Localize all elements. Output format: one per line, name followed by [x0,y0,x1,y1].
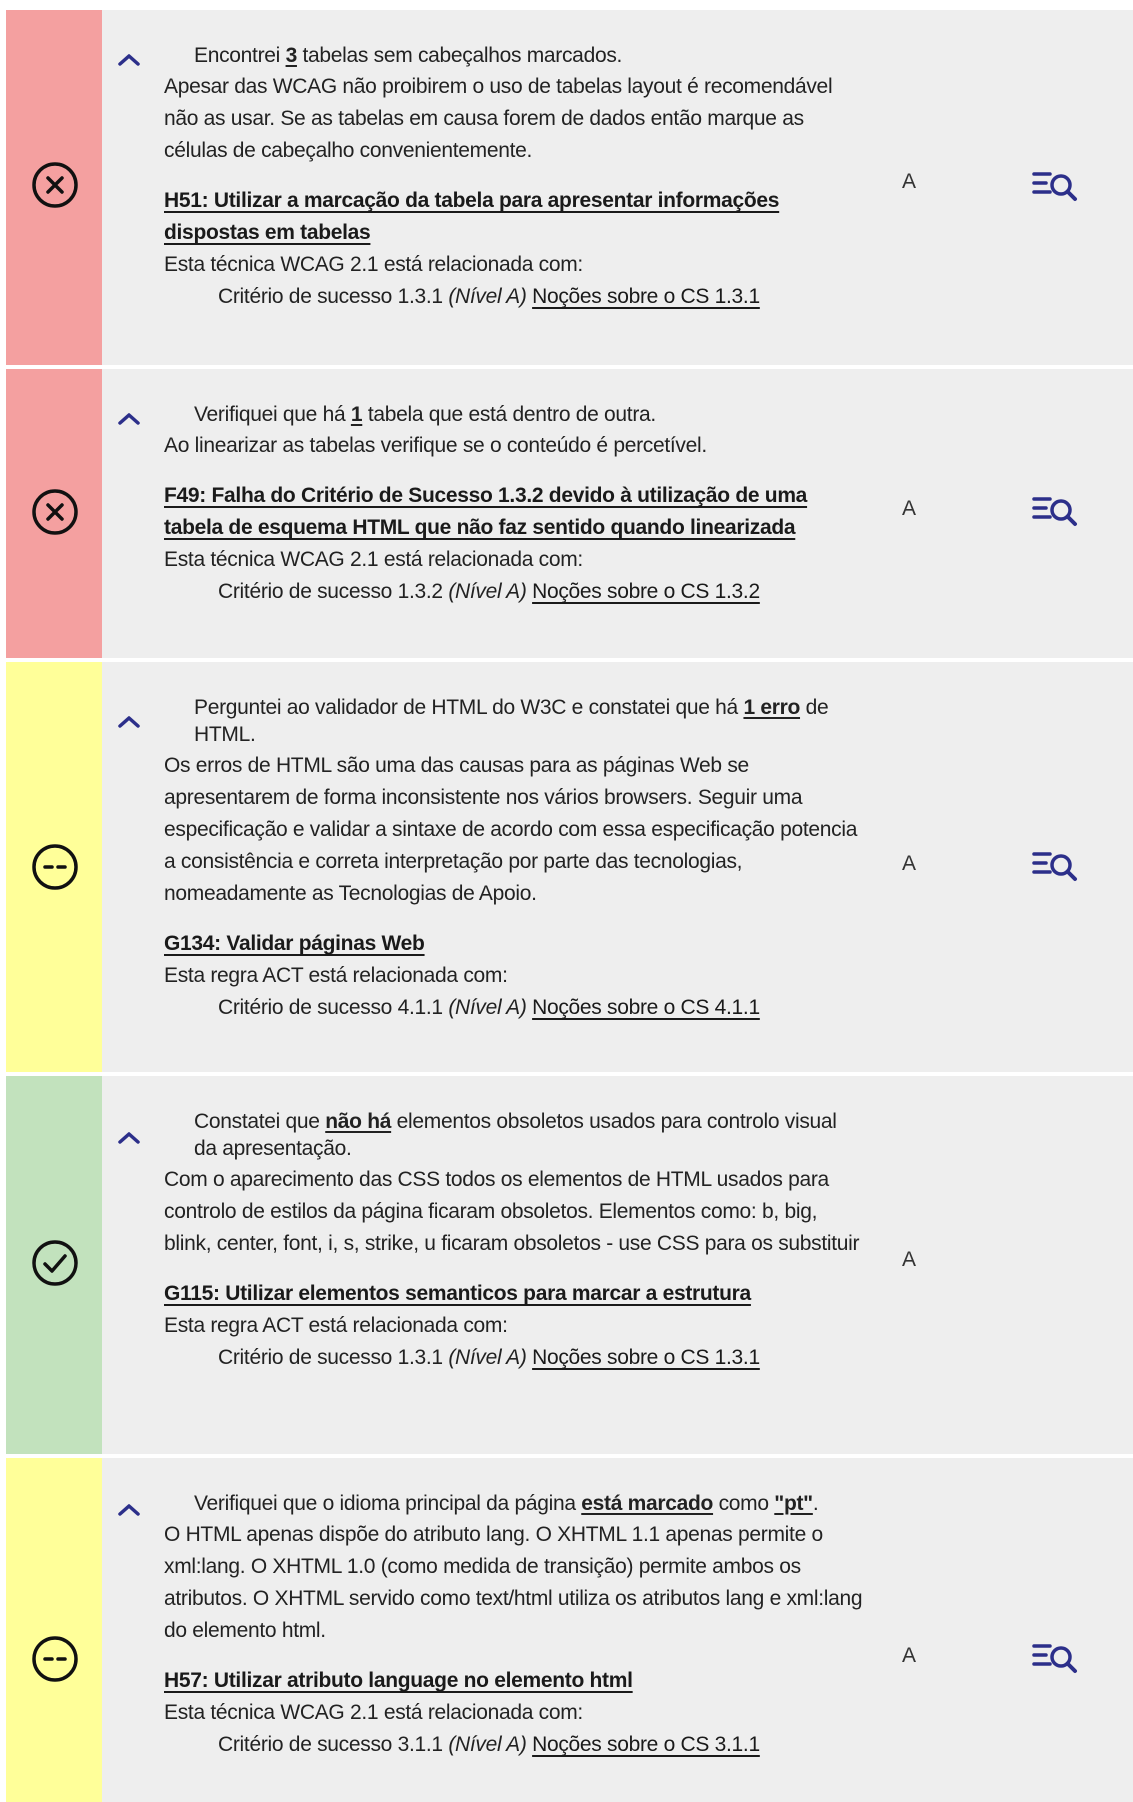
details-search-icon[interactable] [1032,170,1080,204]
result-card [6,369,1133,658]
language-code: "pt" [774,1492,813,1515]
success-criterion: Critério de sucesso 3.1.1 (Nível A) Noções sobre o CS 3.1.1 [218,1733,760,1756]
result-count: 1 erro [743,696,801,719]
success-criterion: Critério de sucesso 1.3.1 (Nível A) Noções sobre o CS 1.3.1 [218,285,760,308]
result-summary: Encontrei 3 tabelas sem cabeçalhos marcados. [194,44,623,67]
result-card [6,1076,1133,1454]
x-circle-icon [30,160,80,210]
conformance-level: A [902,1644,917,1667]
result-description: Os erros de HTML são uma das causas para as páginas Web se apresentarem de forma inconsistente nos vários browsers. Seguir uma especificação e validar a sintaxe de acordo com essa especificação potencia a consistência e correta interpretação por parte das tecnologias, nomeadamente as Tecnologias de Apoio. [164,754,858,905]
related-label: Esta técnica WCAG 2.1 está relacionada com: [164,1701,583,1724]
criterion-link[interactable]: Noções sobre o CS 1.3.1 [532,285,760,308]
related-label: Esta técnica WCAG 2.1 está relacionada com: [164,253,583,276]
result-card [6,10,1133,365]
x-circle-icon [30,487,80,537]
success-criterion: Critério de sucesso 1.3.2 (Nível A) Noções sobre o CS 1.3.2 [218,580,760,603]
chevron-up-icon[interactable] [116,1128,142,1146]
result-description: Ao linearizar as tabelas verifique se o conteúdo é percetível. [164,434,707,457]
technique-link[interactable]: F49: Falha do Critério de Sucesso 1.3.2 devido à utilização de uma tabela de esquema HTML que não faz sentido quando linearizada [164,484,808,539]
result-content [164,1108,864,1374]
details-search-icon[interactable] [1032,850,1080,884]
check-circle-icon [30,1238,80,1288]
result-description: O HTML apenas dispõe do atributo lang. O XHTML 1.1 apenas permite o xml:lang. O XHTML 1.0 (como medida de transição) permite ambos os atributos. O XHTML servido como text/html utiliza os atributos lang e xml:lang do elemento html. [164,1523,863,1642]
criterion-link[interactable]: Noções sobre o CS 1.3.1 [532,1346,760,1369]
result-card [6,662,1133,1072]
result-card [6,1458,1133,1802]
chevron-up-icon[interactable] [116,50,142,68]
result-count: 3 [285,44,297,67]
related-label: Esta técnica WCAG 2.1 está relacionada com: [164,548,583,571]
result-count: 1 [350,403,363,426]
success-criterion: Critério de sucesso 1.3.1 (Nível A) Noções sobre o CS 1.3.1 [218,1346,760,1369]
result-summary: Verifiquei que o idioma principal da página está marcado como "pt". [194,1492,819,1515]
technique-link[interactable]: H57: Utilizar atributo language no elemento html [164,1669,633,1692]
technique-link[interactable]: G115: Utilizar elementos semanticos para marcar a estrutura [164,1282,751,1305]
result-summary: Perguntei ao validador de HTML do W3C e constatei que há 1 erro de HTML. [194,696,829,746]
dash-circle-icon [30,842,80,892]
criterion-link[interactable]: Noções sobre o CS 3.1.1 [532,1733,760,1756]
chevron-up-icon[interactable] [116,1500,142,1518]
result-summary: Verifiquei que há 1 tabela que está dentro de outra. [194,403,656,426]
technique-link[interactable]: G134: Validar páginas Web [164,932,425,955]
details-search-icon[interactable] [1032,495,1080,529]
conformance-level: A [902,1248,917,1271]
related-label: Esta regra ACT está relacionada com: [164,1314,508,1337]
result-content [164,1490,864,1761]
language-status: está marcado [581,1492,714,1515]
success-criterion: Critério de sucesso 4.1.1 (Nível A) Noções sobre o CS 4.1.1 [218,996,760,1019]
result-content [164,42,864,313]
related-label: Esta regra ACT está relacionada com: [164,964,508,987]
result-content [164,694,864,1024]
conformance-level: A [902,170,917,193]
chevron-up-icon[interactable] [116,409,142,427]
criterion-link[interactable]: Noções sobre o CS 1.3.2 [532,580,760,603]
chevron-up-icon[interactable] [116,712,142,730]
criterion-link[interactable]: Noções sobre o CS 4.1.1 [532,996,760,1019]
dash-circle-icon [30,1634,80,1684]
result-description: Apesar das WCAG não proibirem o uso de tabelas layout é recomendável não as usar. Se as tabelas em causa forem de dados então marque as células de cabeçalho convenientemente. [164,75,833,162]
result-content [164,401,864,608]
result-count: não há [325,1110,392,1133]
result-description: Com o aparecimento das CSS todos os elementos de HTML usados para controlo de estilos da página ficaram obsoletos. Elementos como: b, big, blink, center, font, i, s, strike, u ficaram obsoletos - use CSS para os substituir [164,1168,860,1255]
result-summary: Constatei que não há elementos obsoletos usados para controlo visual da apresentação. [194,1110,837,1160]
conformance-level: A [902,852,917,875]
details-search-icon[interactable] [1032,1642,1080,1676]
status-strip [6,1458,102,1802]
technique-link[interactable]: H51: Utilizar a marcação da tabela para apresentar informações dispostas em tabelas [164,189,780,244]
conformance-level: A [902,497,917,520]
